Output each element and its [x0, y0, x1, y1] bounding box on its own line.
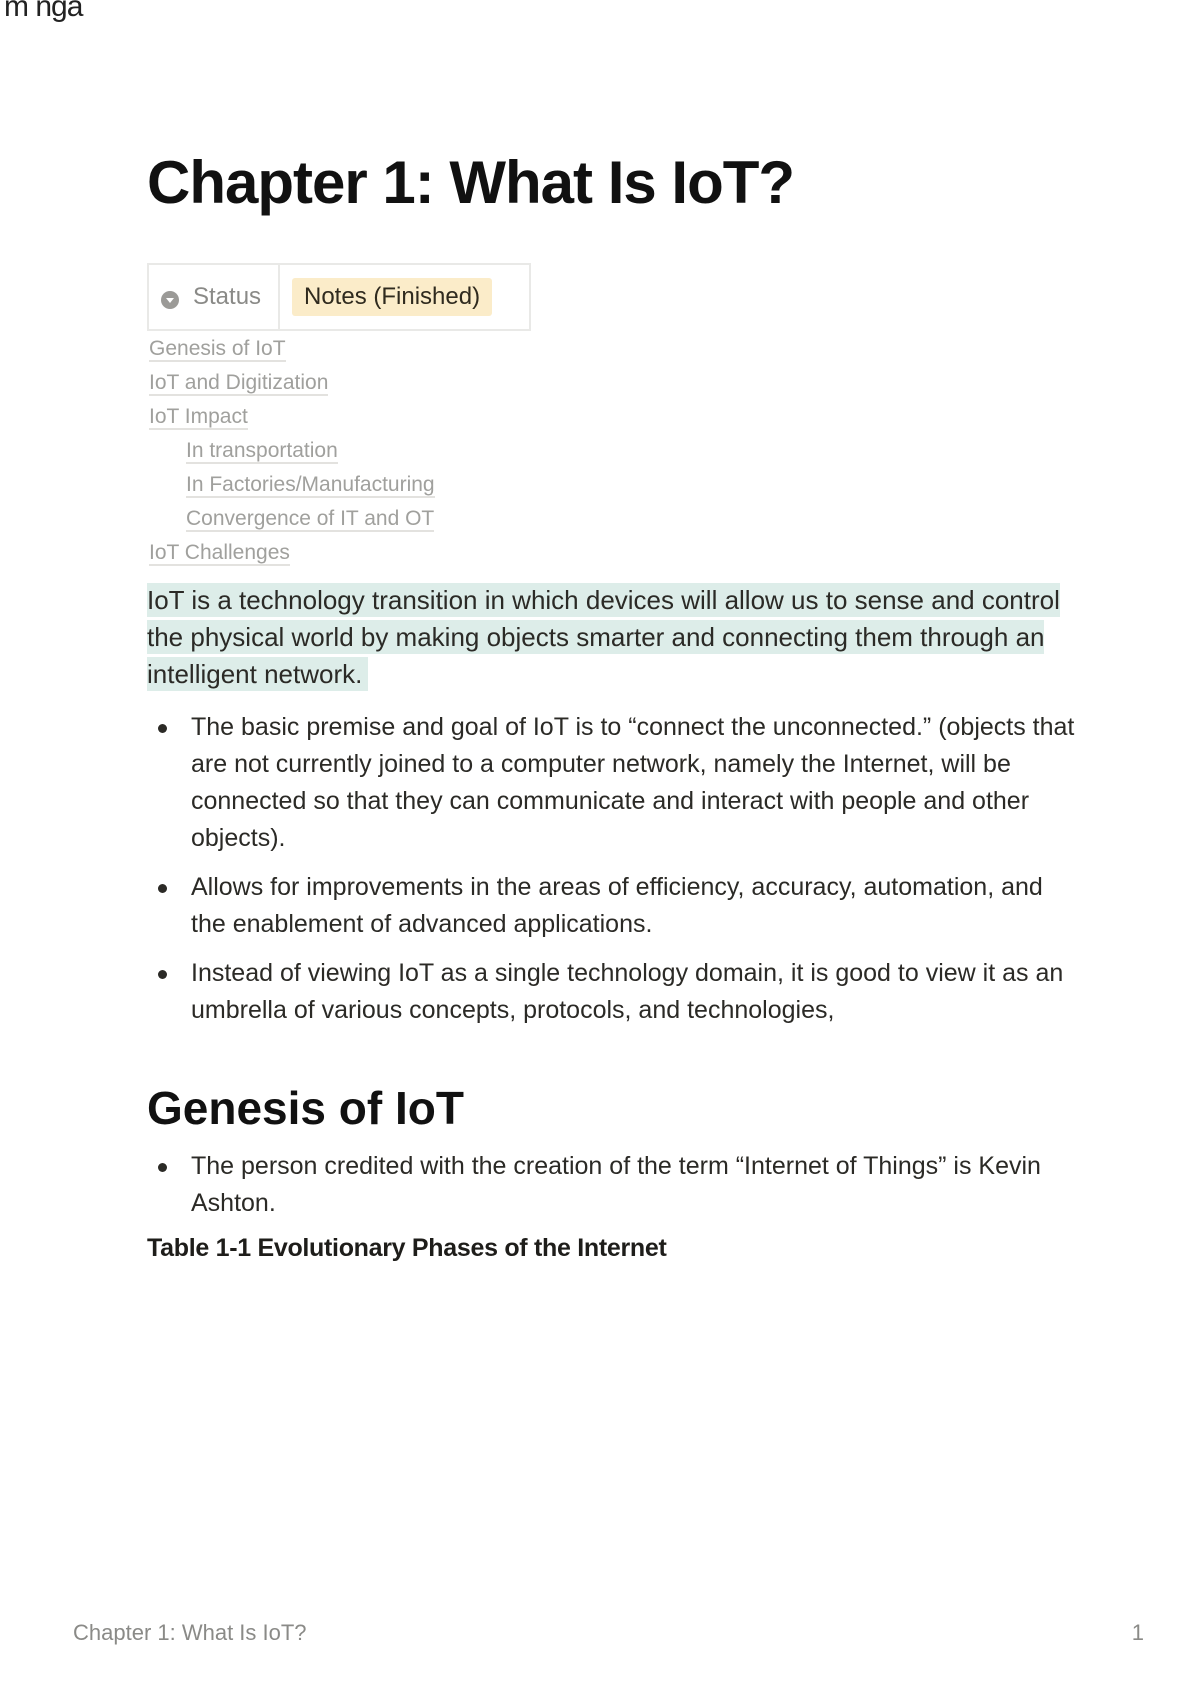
- list-item: [191, 869, 1077, 943]
- list-item-text: The person credited with the creation of the term “Internet of Things” is Kevin Ashton.: [191, 1152, 1041, 1218]
- section-heading-genesis: Genesis of IoT: [147, 1082, 464, 1134]
- toc-item-transportation[interactable]: [149, 436, 435, 470]
- toc-item-digitization[interactable]: [149, 368, 435, 402]
- bullet-dot-icon: [158, 884, 167, 893]
- toc-item-impact[interactable]: [149, 402, 435, 436]
- toc-link[interactable]: In transportation: [186, 439, 338, 462]
- list-item-text: The basic premise and goal of IoT is to “connect the unconnected.” (objects that are not currently joined to a computer network, namely the Internet, will be connected so that they can communicate and interact with people and other objects).: [191, 713, 1075, 852]
- footer-doc-title: Chapter 1: What Is IoT?: [73, 1620, 307, 1645]
- intro-bullet-list: [147, 709, 1077, 1029]
- list-item-text: Allows for improvements in the areas of efficiency, accuracy, automation, and the enablement of advanced applications.: [191, 873, 1043, 938]
- genesis-bullet-list: [147, 1148, 1077, 1222]
- table-of-contents: [149, 334, 435, 572]
- toc-item-challenges[interactable]: [149, 538, 435, 572]
- bullet-dot-icon: [158, 1163, 167, 1172]
- list-item: [191, 709, 1077, 857]
- toc-link[interactable]: Genesis of IoT: [149, 337, 286, 360]
- toc-item-convergence[interactable]: [149, 504, 435, 538]
- status-property-value[interactable]: [280, 265, 529, 329]
- table-caption: Table 1-1 Evolutionary Phases of the Internet: [147, 1234, 667, 1263]
- status-dropdown-icon: [161, 291, 179, 309]
- toc-link[interactable]: IoT Impact: [149, 405, 248, 428]
- list-item: [191, 1148, 1077, 1222]
- corner-mark: m nga: [4, 0, 83, 23]
- status-tag[interactable]: Notes (Finished): [292, 278, 492, 317]
- list-item-text: Instead of viewing IoT as a single technology domain, it is good to view it as an umbrella of various concepts, protocols, and technologies,: [191, 959, 1064, 1024]
- page-title: Chapter 1: What Is IoT?: [147, 149, 795, 216]
- status-label: Status: [193, 283, 262, 310]
- toc-link[interactable]: IoT and Digitization: [149, 371, 329, 394]
- footer-page-number: 1: [1131, 1620, 1144, 1645]
- toc-link[interactable]: IoT Challenges: [149, 541, 290, 564]
- toc-item-genesis[interactable]: [149, 334, 435, 368]
- properties-table: [147, 263, 531, 331]
- bullet-dot-icon: [158, 970, 167, 979]
- list-item: [191, 955, 1077, 1029]
- highlighted-definition: [147, 582, 1077, 693]
- toc-link[interactable]: Convergence of IT and OT: [186, 507, 435, 530]
- bullet-dot-icon: [158, 724, 167, 733]
- status-property-name: [149, 265, 280, 329]
- toc-link[interactable]: In Factories/Manufacturing: [186, 473, 435, 496]
- page-content: [147, 582, 1077, 1263]
- highlight-text: IoT is a technology transition in which devices will allow us to sense and control the physical world by making objects smarter and connecting them through an intelligent network.: [147, 585, 1060, 689]
- toc-item-factories[interactable]: [149, 470, 435, 504]
